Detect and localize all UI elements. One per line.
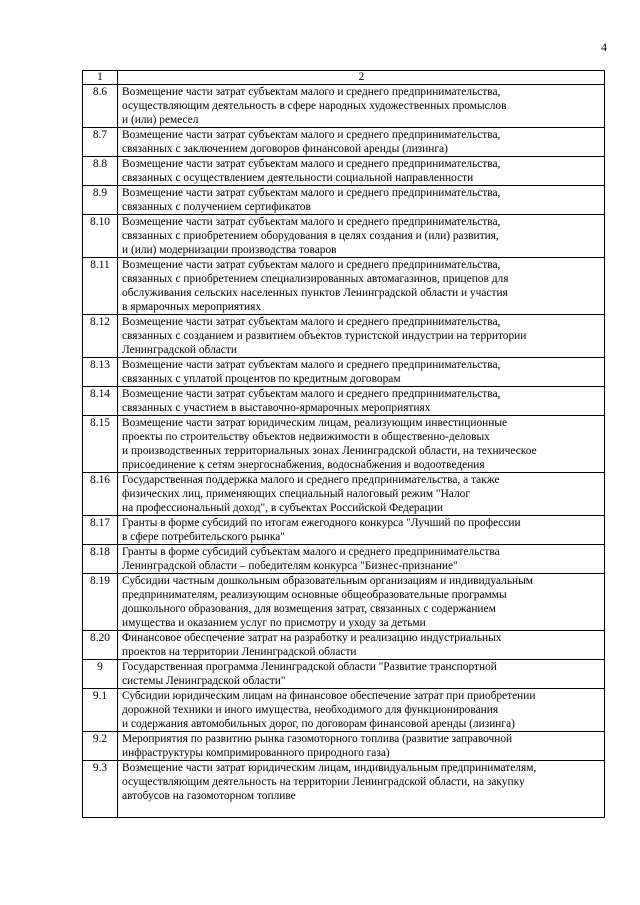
description-line: Гранты в форме субсидий по итогам ежегодного конкурса "Лучший по профессии (122, 517, 521, 529)
description-line: и производственных территориальных зонах Ленинградской области, на техническое (122, 445, 537, 457)
description-line: Финансовое обеспечение затрат на разработку и реализацию индустриальных (122, 632, 502, 644)
row-description (118, 416, 605, 473)
program-table (82, 70, 605, 818)
description-line: предпринимателям, реализующим основные общеобразовательные программы (122, 589, 507, 601)
description-line: Возмещение части затрат субъектам малого и среднего предпринимательства, (122, 187, 501, 199)
row-number: 9.2 (83, 732, 118, 761)
row-number: 8.9 (83, 186, 118, 215)
description-line: в ярмарочных мероприятиях (122, 301, 262, 313)
row-description (118, 631, 605, 660)
table-row (83, 416, 605, 473)
table-row (83, 631, 605, 660)
description-line: связанных с уплатой процентов по кредитным договорам (122, 373, 401, 385)
row-description (118, 574, 605, 631)
description-line: Возмещение части затрат субъектам малого и среднего предпринимательства, (122, 158, 501, 170)
table-row (83, 545, 605, 574)
header-col-1: 1 (83, 71, 118, 85)
row-number: 8.6 (83, 85, 118, 128)
description-line: Возмещение части затрат субъектам малого и среднего предпринимательства, (122, 86, 501, 98)
description-line: имущества и оказанием услуг по присмотру и уходу за детьми (122, 617, 426, 629)
description-line: Субсидии частным дошкольным образовательным организациям и индивидуальным (122, 575, 533, 587)
description-line: связанных с осуществлением деятельности социальной направленности (122, 172, 474, 184)
description-line: Возмещение части затрат субъектам малого и среднего предпринимательства, (122, 259, 501, 271)
description-line: связанных с созданием и развитием объектов туристской индустрии на территории (122, 330, 527, 342)
row-description (118, 258, 605, 315)
description-line (122, 803, 601, 817)
description-line: Возмещение части затрат субъектам малого и среднего предпринимательства, (122, 216, 501, 228)
description-line: связанных с участием в выставочно-ярмарочных мероприятиях (122, 402, 431, 414)
table-row (83, 387, 605, 416)
row-description (118, 85, 605, 128)
row-description (118, 128, 605, 157)
description-line: Государственная поддержка малого и среднего предпринимательства, а также (122, 474, 500, 486)
table-row (83, 689, 605, 732)
row-description (118, 358, 605, 387)
description-line: и (или) модернизации производства товаров (122, 244, 337, 256)
row-number: 8.18 (83, 545, 118, 574)
table-row (83, 258, 605, 315)
row-description (118, 732, 605, 761)
row-description (118, 660, 605, 689)
table-row (83, 215, 605, 258)
description-line: связанных с получением сертификатов (122, 201, 311, 213)
row-number: 8.17 (83, 516, 118, 545)
description-line: на профессиональный доход", в субъектах Российской Федерации (122, 502, 443, 514)
table-row (83, 186, 605, 215)
row-number: 8.15 (83, 416, 118, 473)
description-line: Возмещение части затрат субъектам малого и среднего предпринимательства, (122, 359, 501, 371)
row-number: 8.16 (83, 473, 118, 516)
table-row (83, 358, 605, 387)
row-description (118, 761, 605, 818)
description-line: проекты по строительству объектов недвижимости в общественно-деловых (122, 431, 490, 443)
row-number: 8.14 (83, 387, 118, 416)
table-row (83, 315, 605, 358)
row-number: 8.11 (83, 258, 118, 315)
row-number: 8.13 (83, 358, 118, 387)
table-row (83, 574, 605, 631)
description-line: дорожной техники и иного имущества, необходимого для функционирования (122, 704, 499, 716)
row-description (118, 473, 605, 516)
row-description (118, 186, 605, 215)
row-description (118, 545, 605, 574)
table-row (83, 157, 605, 186)
row-number: 8.7 (83, 128, 118, 157)
row-number: 9.1 (83, 689, 118, 732)
table-row (83, 473, 605, 516)
description-line: Возмещение части затрат юридическим лицам, реализующим инвестиционные (122, 417, 508, 429)
description-line: дошкольного образования, для возмещения затрат, связанных с содержанием (122, 603, 496, 615)
description-line: Возмещение части затрат юридическим лицам, индивидуальным предпринимателям, (122, 762, 537, 774)
row-number: 8.10 (83, 215, 118, 258)
row-number: 8.12 (83, 315, 118, 358)
description-line: Возмещение части затрат субъектам малого и среднего предпринимательства, (122, 316, 501, 328)
page-number: 4 (601, 40, 607, 54)
header-col-2: 2 (118, 71, 605, 85)
description-line: автобусов на газомоторном топливе (122, 790, 296, 802)
description-line: связанных с заключением договоров финансовой аренды (лизинга) (122, 143, 448, 155)
row-description (118, 689, 605, 732)
table-row (83, 516, 605, 545)
row-number: 8.19 (83, 574, 118, 631)
row-description (118, 516, 605, 545)
description-line: Государственная программа Ленинградской области "Развитие транспортной (122, 661, 497, 673)
description-line: и (или) ремесел (122, 114, 199, 126)
table-header-row (83, 71, 605, 85)
description-line: обслуживания сельских населенных пунктов Ленинградской области и участия (122, 287, 508, 299)
table-row (83, 761, 605, 818)
description-line: проектов на территории Ленинградской области (122, 646, 357, 658)
description-line: связанных с приобретением оборудования в целях создания и (или) развития, (122, 230, 499, 242)
description-line: Мероприятия по развитию рынка газомоторного топлива (развитие заправочной (122, 733, 513, 745)
description-line: осуществляющим деятельность на территории Ленинградской области, на закупку (122, 776, 525, 788)
row-number: 9.3 (83, 761, 118, 818)
row-number: 8.8 (83, 157, 118, 186)
description-line: Гранты в форме субсидий субъектам малого и среднего предпринимательства (122, 546, 500, 558)
description-line: присоединение к сетям энергоснабжения, водоснабжения и водоотведения (122, 459, 485, 471)
row-description (118, 315, 605, 358)
description-line: и содержания автомобильных дорог, по договорам финансовой аренды (лизинга) (122, 718, 515, 730)
table-row (83, 85, 605, 128)
row-description (118, 387, 605, 416)
description-line: системы Ленинградской области" (122, 675, 286, 687)
row-number: 9 (83, 660, 118, 689)
row-number: 8.20 (83, 631, 118, 660)
table-row (83, 660, 605, 689)
table-row (83, 128, 605, 157)
row-description (118, 157, 605, 186)
description-line: Ленинградской области (122, 344, 237, 356)
description-line: связанных с приобретением специализированных автомагазинов, прицепов для (122, 273, 509, 285)
description-line: Субсидии юридическим лицам на финансовое обеспечение затрат при приобретении (122, 690, 536, 702)
table-body (83, 71, 605, 818)
description-line: в сфере потребительского рынка" (122, 531, 285, 543)
description-line: Возмещение части затрат субъектам малого и среднего предпринимательства, (122, 388, 501, 400)
description-line: инфраструктуры компримированного природного газа) (122, 747, 390, 759)
description-line: физических лиц, применяющих специальный налоговый режим "Налог (122, 488, 471, 500)
description-line: Возмещение части затрат субъектам малого и среднего предпринимательства, (122, 129, 501, 141)
table-row (83, 732, 605, 761)
row-description (118, 215, 605, 258)
description-line: осуществляющим деятельность в сфере народных художественных промыслов (122, 100, 507, 112)
description-line: Ленинградской области – победителям конкурса "Бизнес-признание" (122, 560, 458, 572)
